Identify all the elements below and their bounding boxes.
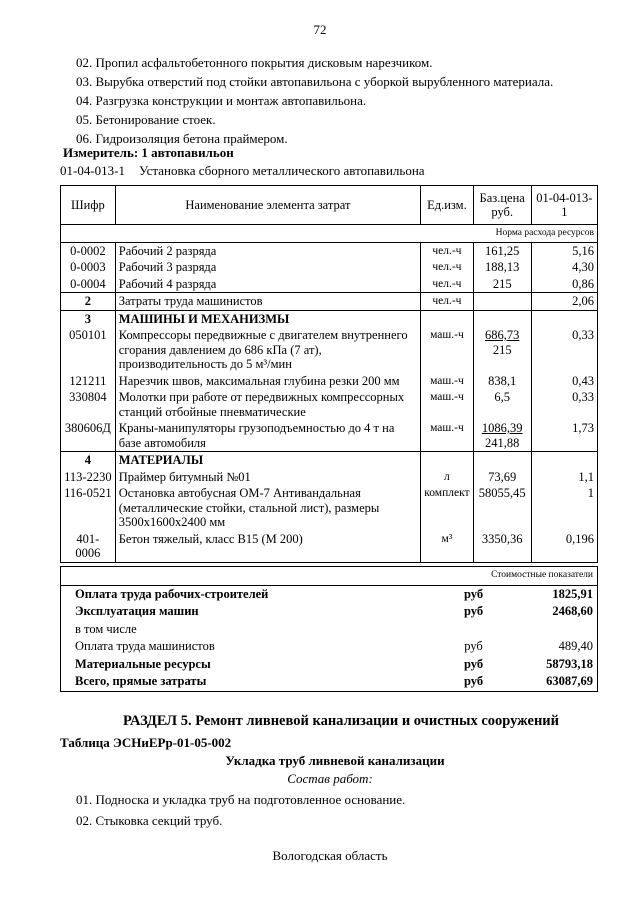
summary-name: Эксплуатация машин bbox=[75, 604, 199, 618]
row-unit: м³ bbox=[421, 531, 474, 563]
summary-unit: руб bbox=[463, 604, 484, 618]
table-row bbox=[61, 485, 598, 531]
row-unit: маш.-ч bbox=[421, 327, 474, 373]
norm-label: Норма расхода ресурсов bbox=[61, 225, 598, 243]
summary-row bbox=[61, 656, 598, 674]
row-unit: чел.-ч bbox=[421, 242, 474, 259]
summary-value: 489,40 bbox=[558, 639, 593, 653]
measure-unit: Измеритель: 1 автопавильон bbox=[63, 145, 234, 160]
row-code: 3 bbox=[61, 310, 116, 327]
works-item: 02. Стыковка секций труб. bbox=[76, 813, 223, 828]
row-price bbox=[473, 469, 531, 486]
row-norm: 0,86 bbox=[531, 276, 597, 293]
row-name: Компрессоры передвижные с двигателем внутреннего сгорания давлением до 686 кПа (7 ат), производительность до 5 м³/мин bbox=[115, 327, 420, 373]
norm-label-row bbox=[61, 225, 598, 243]
summary-name: Материальные ресурсы bbox=[75, 656, 211, 671]
row-unit bbox=[421, 452, 474, 469]
table-title: Укладка труб ливневой канализации bbox=[225, 753, 445, 768]
row-unit bbox=[421, 310, 474, 327]
row-price-value: 58055,45 bbox=[478, 486, 526, 500]
resource-rows bbox=[61, 242, 598, 562]
row-price-value: 215 bbox=[492, 276, 512, 291]
summary-name: Всего, прямые затраты bbox=[75, 674, 207, 688]
summary-row bbox=[61, 673, 598, 691]
row-price-value: 188,13 bbox=[485, 260, 520, 274]
row-price bbox=[473, 531, 531, 563]
row-price-value: 838,1 bbox=[488, 373, 517, 388]
summary-label-row bbox=[61, 567, 598, 586]
row-price bbox=[473, 327, 531, 373]
row-unit: маш.-ч bbox=[421, 389, 474, 420]
row-code: 2 bbox=[61, 293, 116, 311]
row-price bbox=[473, 452, 531, 469]
works-list bbox=[76, 789, 405, 831]
row-price bbox=[473, 485, 531, 531]
row-price-value: 161,25 bbox=[485, 243, 520, 258]
row-price-value: 6,5 bbox=[494, 390, 510, 404]
row-norm: 0,43 bbox=[531, 373, 597, 390]
row-code: 0-0004 bbox=[61, 276, 116, 293]
row-name: МАШИНЫ И МЕХАНИЗМЫ bbox=[115, 310, 420, 327]
header-unit: Ед.изм. bbox=[421, 186, 474, 225]
works-item: 01. Подноска и укладка труб на подготовленное основание. bbox=[76, 792, 406, 807]
summary-label: Стоимостные показатели bbox=[61, 567, 598, 586]
row-name: Рабочий 2 разряда bbox=[115, 242, 420, 259]
row-code: 330804 bbox=[61, 389, 116, 420]
row-name: Нарезчик швов, максимальная глубина резки 200 мм bbox=[115, 373, 420, 390]
row-code: 121211 bbox=[61, 373, 116, 390]
row-norm: 5,16 bbox=[531, 242, 597, 259]
row-norm bbox=[531, 310, 597, 327]
row-unit: чел.-ч bbox=[421, 293, 474, 311]
row-price bbox=[473, 242, 531, 259]
table-row bbox=[61, 373, 598, 390]
header-name: Наименование элемента затрат bbox=[115, 186, 420, 225]
page-number: 72 bbox=[313, 22, 327, 37]
row-norm: 1,1 bbox=[531, 469, 597, 486]
intro-item: 03. Вырубка отверстий под стойки автопавильона с уборкой вырубленного материала. bbox=[76, 74, 554, 89]
row-code: 0-0002 bbox=[61, 242, 116, 259]
header-price: Баз.цена руб. bbox=[473, 186, 531, 225]
resource-table bbox=[60, 185, 598, 563]
summary-value: 1825,91 bbox=[552, 586, 593, 601]
row-norm: 0,33 bbox=[531, 389, 597, 420]
row-code: 401-0006 bbox=[61, 531, 116, 563]
intro-item: 05. Бетонирование стоек. bbox=[76, 112, 216, 127]
table-row bbox=[61, 420, 598, 452]
table-label: Таблица ЭСНиЕРр-01-05-002 bbox=[60, 735, 232, 750]
summary-value bbox=[505, 621, 598, 639]
row-norm bbox=[531, 452, 597, 469]
row-code: 0-0003 bbox=[61, 259, 116, 276]
summary-value: 63087,69 bbox=[546, 674, 593, 688]
intro-item: 06. Гидроизоляция бетона праймером. bbox=[76, 131, 288, 146]
row-name: Рабочий 3 разряда bbox=[115, 259, 420, 276]
row-unit: чел.-ч bbox=[421, 259, 474, 276]
row-norm: 0,33 bbox=[531, 327, 597, 373]
row-name: Рабочий 4 разряда bbox=[115, 276, 420, 293]
row-price-value: 686,73 bbox=[485, 328, 520, 342]
summary-unit: руб bbox=[463, 674, 484, 688]
row-name: Краны-манипуляторы грузоподъемностью до 4 т на базе автомобиля bbox=[115, 420, 420, 452]
row-name: Затраты труда машинистов bbox=[115, 293, 420, 311]
norm-title: Установка сборного металлического автопавильона bbox=[139, 163, 425, 178]
table-row bbox=[61, 452, 598, 469]
summary-rows bbox=[61, 585, 598, 691]
row-price-secondary: 241,88 bbox=[485, 435, 520, 450]
row-name: Праймер битумный №01 bbox=[115, 469, 420, 486]
row-unit: комплект bbox=[421, 485, 474, 531]
row-price bbox=[473, 389, 531, 420]
summary-row bbox=[61, 638, 598, 656]
intro-work-list bbox=[76, 53, 553, 148]
table-row bbox=[61, 293, 598, 311]
row-price bbox=[473, 293, 531, 311]
row-name: Бетон тяжелый, класс В15 (М 200) bbox=[115, 531, 420, 563]
row-norm: 1 bbox=[531, 485, 597, 531]
table-row bbox=[61, 259, 598, 276]
summary-unit: руб bbox=[463, 586, 484, 601]
table-row bbox=[61, 310, 598, 327]
summary-unit: руб bbox=[464, 639, 483, 653]
row-price bbox=[473, 310, 531, 327]
summary-row bbox=[61, 603, 598, 621]
intro-item: 02. Пропил асфальтобетонного покрытия дисковым нарезчиком. bbox=[76, 55, 433, 70]
footer-region: Вологодская область bbox=[272, 848, 388, 863]
row-price-secondary: 215 bbox=[492, 342, 512, 357]
row-unit: маш.-ч bbox=[421, 420, 474, 452]
row-code: 116-0521 bbox=[61, 485, 116, 531]
row-norm: 4,30 bbox=[531, 259, 597, 276]
summary-row bbox=[61, 621, 598, 639]
header-code: Шифр bbox=[61, 186, 116, 225]
row-norm: 0,196 bbox=[531, 531, 597, 563]
summary-unit bbox=[443, 621, 505, 639]
table-row bbox=[61, 242, 598, 259]
summary-row bbox=[61, 585, 598, 603]
table-row bbox=[61, 276, 598, 293]
table-row bbox=[61, 531, 598, 563]
table-row bbox=[61, 389, 598, 420]
row-price bbox=[473, 276, 531, 293]
norm-code: 01-04-013-1 bbox=[60, 163, 125, 178]
row-unit: л bbox=[421, 469, 474, 486]
row-norm: 2,06 bbox=[531, 293, 597, 311]
summary-value: 2468,60 bbox=[552, 604, 593, 618]
row-unit: маш.-ч bbox=[421, 373, 474, 390]
row-unit: чел.-ч bbox=[421, 276, 474, 293]
summary-value: 58793,18 bbox=[546, 656, 593, 671]
row-name: МАТЕРИАЛЫ bbox=[115, 452, 420, 469]
section-heading: РАЗДЕЛ 5. Ремонт ливневой канализации и очистных сооружений bbox=[122, 713, 560, 729]
cost-summary-table bbox=[60, 566, 598, 692]
works-heading: Состав работ: bbox=[287, 771, 373, 786]
row-price bbox=[473, 373, 531, 390]
row-price-value: 73,69 bbox=[488, 469, 517, 484]
row-code: 050101 bbox=[61, 327, 116, 373]
row-code: 113-2230 bbox=[61, 469, 116, 486]
summary-name: Оплата труда рабочих-строителей bbox=[75, 586, 269, 601]
row-price-value: 1086,39 bbox=[481, 421, 523, 435]
row-name: Молотки при работе от передвижных компрессорных станций отбойные пневматические bbox=[115, 389, 420, 420]
row-price bbox=[473, 420, 531, 452]
table-row bbox=[61, 327, 598, 373]
header-norm: 01-04-013-1 bbox=[531, 186, 597, 225]
row-price-value: 3350,36 bbox=[481, 531, 523, 546]
summary-name: в том числе bbox=[75, 621, 137, 636]
row-price bbox=[473, 259, 531, 276]
row-code: 4 bbox=[61, 452, 116, 469]
intro-item: 04. Разгрузка конструкции и монтаж автопавильона. bbox=[76, 93, 367, 108]
table-row bbox=[61, 469, 598, 486]
norm-code-title bbox=[60, 163, 425, 179]
row-norm: 1,73 bbox=[531, 420, 597, 452]
row-code: 380606Д bbox=[61, 420, 116, 452]
summary-name: Оплата труда машинистов bbox=[75, 639, 215, 653]
table-header-row bbox=[61, 186, 598, 225]
row-name: Остановка автобусная ОМ-7 Антивандальная (металлические стойки, стальной лист), размеры 3500х1600х2400 мм bbox=[115, 485, 420, 531]
summary-unit: руб bbox=[463, 656, 484, 671]
